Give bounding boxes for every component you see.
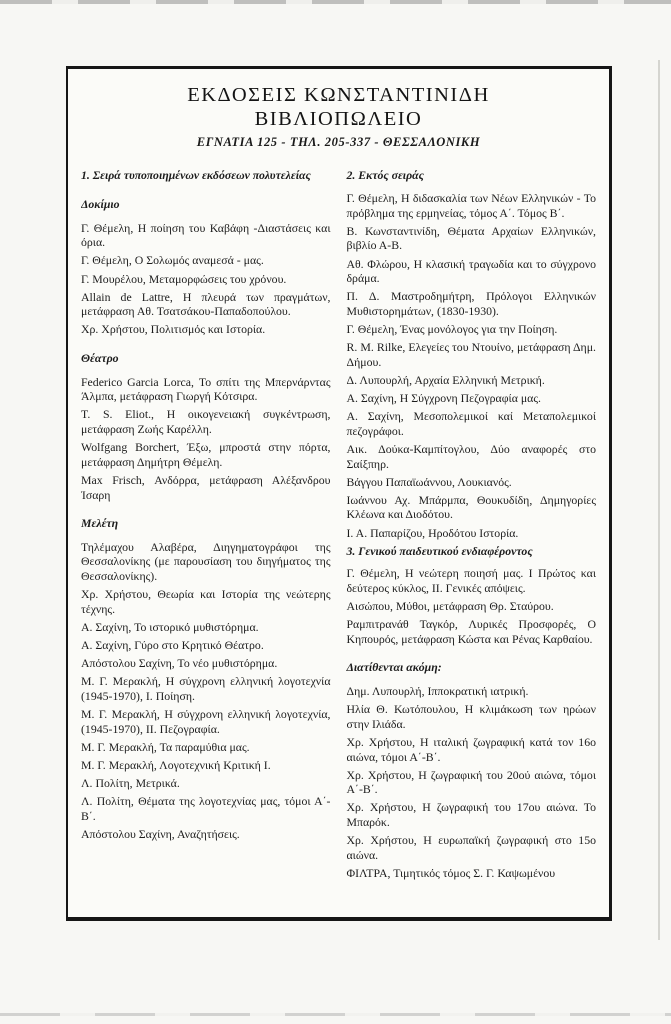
book-entry: Ραμπιτρανάθ Ταγκόρ, Λυρικές Προσφορές, Ο Κηπουρός, μετάφραση Κώστα και Ρένας Καρθαίου. [346, 617, 596, 646]
book-entry: Δ. Λυπουρλή, Αρχαία Ελληνική Μετρική. [346, 372, 545, 387]
book-entry: Γ. Θέμελη, Η διδασκαλία των Νέων Ελληνικών - Το πρόβλημα της ερμηνείας, τόμος Α΄. Τόμος Β΄. [346, 191, 596, 220]
book-entry: R. M. Rilke, Ελεγείες του Ντουίνο, μετάφραση Δημ. Δήμου. [346, 340, 596, 369]
category-heading: Μελέτη [81, 516, 119, 531]
book-entry: Απόστολου Σαχίνη, Αναζητήσεις. [81, 826, 240, 841]
category-heading: Δοκίμιο [81, 197, 120, 211]
address-phone-line: ΕΓΝΑΤΙΑ 125 - ΤΗΛ. 205-337 - ΘΕΣΣΑΛΟΝΙΚΗ [196, 135, 481, 150]
book-entry: Max Frisch, Ανδόρρα, μετάφραση Αλέξανδρου Ίσαρη [81, 472, 331, 502]
book-entry: Ι. Α. Παπαρίζου, Ηροδότου Ιστορία. [346, 525, 519, 540]
book-entry: Μ. Γ. Μερακλή, Η σύγχρονη ελληνική λογοτεχνία, (1945-1970), ΙΙ. Πεζογραφία. [81, 707, 331, 736]
book-entry: Χρ. Χρήστου, Η ευρωπαϊκή ζωγραφική στο 15ο αιώνα. [346, 833, 596, 862]
book-entry: Allain de Lattre, Η πλευρά των πραγμάτων, μετάφραση Αθ. Τσατσάκου-Παπαδοπούλου. [81, 289, 331, 319]
book-entry: Α. Σαχίνη, Το ιστορικό μυθιστόρημα. [81, 619, 259, 634]
scan-edge-artifact-top [0, 0, 671, 4]
book-entry: Γ. Θέμελη, Η ποίηση του Καβάφη -Διαστάσεις και όρια. [81, 220, 331, 250]
book-entry: Αικ. Δούκα-Καμπίτογλου, Δύο αναφορές στο Σαίξπηρ. [346, 441, 596, 471]
section-heading: 1. Σειρά τυποποιημένων εκδόσεων πολυτελείας [81, 168, 311, 183]
book-entry: Α. Σαχίνη, Γύρο στο Κρητικό Θέατρο. [81, 638, 264, 652]
scan-edge-artifact-right [658, 60, 660, 940]
book-entry: Μ. Γ. Μερακλή, Τα παραμύθια μας. [81, 739, 250, 754]
section-heading: 2. Εκτός σειράς [346, 168, 424, 183]
section-heading: 3. Γενικού παιδευτικού ενδιαφέροντος [346, 543, 533, 558]
book-entry: Α. Σαχίνη, Η Σύγχρονη Πεζογραφία μας. [346, 391, 541, 405]
book-entry: Federico Garcia Lorca, Το σπίτι της Μπερνάρντας Άλμπα, μετάφραση Γιωργή Κότσιρα. [81, 374, 331, 404]
right-column [347, 166, 597, 914]
book-entry: Τηλέμαχου Αλαβέρα, Διηγηματογράφοι της Θεσσαλονίκης (με παρουσίαση του διηγήματος της Θεσσαλονίκης). [81, 539, 331, 583]
book-entry: Ηλία Θ. Κωτόπουλου, Η κλιμάκωση των ηρώων στην Ιλιάδα. [346, 702, 596, 731]
book-entry: Χρ. Χρήστου, Η ζωγραφική του 20ού αιώνα, τόμοι Α΄-Β΄. [346, 767, 596, 797]
book-entry: Χρ. Χρήστου, Πολιτισμός και Ιστορία. [81, 322, 266, 337]
printed-border-frame [66, 66, 612, 921]
book-entry: Γ. Μουρέλου, Μεταμορφώσεις του χρόνου. [81, 271, 287, 286]
book-entry: Ιωάννου Αχ. Μπάρμπα, Θουκυδίδη, Δημηγορίες Κλέωνα και Διοδότου. [346, 492, 596, 522]
book-entry: Αισώπου, Μύθοι, μετάφραση Θρ. Σταύρου. [346, 599, 554, 613]
book-entry: Αθ. Φλώρου, Η κλασική τραγωδία και το σύγχρονο δράμα. [346, 256, 596, 286]
book-entry: Μ. Γ. Μερακλή, Η σύγχρονη ελληνική λογοτεχνία (1945-1970), Ι. Ποίηση. [81, 674, 331, 703]
catalog-header [81, 83, 596, 150]
book-entry: Λ. Πολίτη, Μετρικά. [81, 776, 180, 790]
category-heading: Διατίθενται ακόμη: [346, 660, 442, 675]
scan-edge-artifact-bottom [0, 1013, 671, 1016]
bookstore-label: ΒΙΒΛΙΟΠΩΛΕΙΟ [254, 108, 423, 131]
frame-content [68, 69, 609, 917]
book-entry: Wolfgang Borchert, Έξω, μπροστά στην πόρτα, μετάφραση Δημήτρη Θέμελη. [81, 440, 331, 469]
book-entry: Α. Σαχίνη, Μεσοπολεμικοί καί Μεταπολεμικοί πεζογράφοι. [346, 409, 596, 438]
book-entry: Βάγγου Παπαϊωάννου, Λουκιανός. [346, 474, 512, 489]
book-entry: Γ. Θέμελη, Η νεώτερη ποιησή μας. Ι Πρώτος και δεύτερος κύκλος, ΙΙ. Γενικές απόψεις. [346, 566, 596, 595]
book-entry: Απόστολου Σαχίνη, Το νέο μυθιστόρημα. [81, 656, 278, 671]
book-entry: Γ. Θέμελη, Ένας μονόλογος για την Ποίηση. [346, 322, 558, 336]
book-entry: Γ. Θέμελη, Ο Σολωμός αναμεσά - μας. [81, 253, 264, 268]
book-entry: ΦΙΛΤΡΑ, Τιμητικός τόμος Σ. Γ. Καψωμένου [346, 865, 556, 880]
category-heading: Θέατρο [81, 351, 119, 365]
book-entry: Β. Κωνσταντινίδη, Θέματα Αρχαίων Ελληνικών, βιβλίο Α-Β. [346, 223, 596, 253]
book-entry: Χρ. Χρήστου, Η ιταλική ζωγραφική κατά τον 16ο αιώνα, τόμοι Α΄-Β΄. [346, 734, 596, 764]
book-list-columns [81, 166, 596, 914]
book-entry: Χρ. Χρήστου, Θεωρία και Ιστορία της νεώτερης τέχνης. [81, 587, 331, 616]
left-column [81, 166, 331, 914]
publisher-name: ΕΚΔΟΣΕΙΣ ΚΩΝΣΤΑΝΤΙΝΙΔΗ [187, 84, 490, 106]
book-entry: Δημ. Λυπουρλή, Ιπποκρατική ιατρική. [346, 684, 529, 698]
book-entry: Μ. Γ. Μερακλή, Λογοτεχνική Κριτική Ι. [81, 757, 271, 772]
book-entry: T. S. Eliot., Η οικογενειακή συγκέντρωση, μετάφραση Ζωής Καρέλλη. [81, 407, 331, 436]
book-entry: Χρ. Χρήστου, Η ζωγραφική του 17ου αιώνα. Το Μπαρόκ. [346, 800, 596, 829]
book-entry: Π. Δ. Μαστροδημήτρη, Πρόλογοι Ελληνικών Μυθιστορημάτων, (1830-1930). [346, 289, 596, 318]
book-entry: Λ. Πολίτη, Θέματα της λογοτεχνίας μας, τόμοι Α΄-Β΄. [81, 794, 331, 823]
